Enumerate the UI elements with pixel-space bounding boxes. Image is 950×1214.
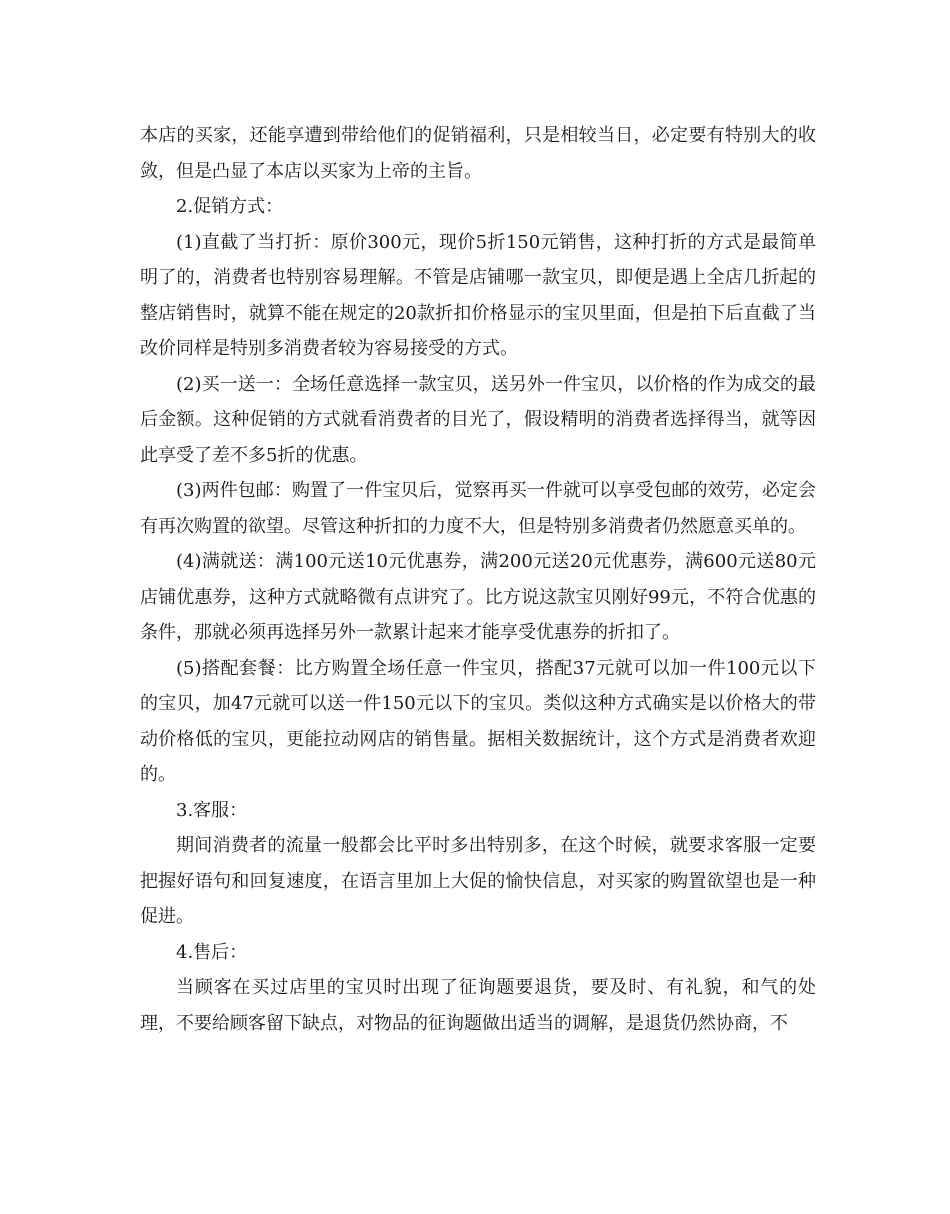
paragraph-two-items-free-shipping: (3)两件包邮：购置了一件宝贝后，觉察再买一件就可以享受包邮的效劳，必定会有再次购置的欲望。尽管这种折扣的力度不大，但是特别多消费者仍然愿意买单的。 xyxy=(140,480,816,537)
paragraph-after-sales: 当顾客在买过店里的宝贝时出现了征询题要退货，要及时、有礼貌，和气的处理，不要给顾客留下缺点，对物品的征询题做出适当的调解，是退货仍然协商，不 xyxy=(140,977,816,1034)
section-heading-customer-service: 3.客服： xyxy=(176,799,248,821)
section-heading-promotion-methods: 2.促销方式： xyxy=(176,196,284,217)
paragraph-customer-service: 期间消费者的流量一般都会比平时多出特别多，在这个时候，就要求客服一定要把握好语句和回复速度，在语言里加上大促的愉快信息，对买家的购置欲望也是一种促进。 xyxy=(140,835,816,927)
paragraph-intro-continuation: 本店的买家，还能享遭到带给他们的促销福利，只是相较当日，必定要有特别大的收敛，但是凸显了本店以买家为上帝的主旨。 xyxy=(140,125,816,182)
paragraph-buy-one-get-one: (2)买一送一：全场任意选择一款宝贝，送另外一件宝贝，以价格的作为成交的最后金额。这种促销的方式就看消费者的目光了，假设精明的消费者选择得当，就等因此享受了差不多5折的优惠。 xyxy=(140,373,816,466)
section-heading-after-sales: 4.售后： xyxy=(176,941,248,963)
paragraph-bundle-package: (5)搭配套餐：比方购置全场任意一件宝贝，搭配37元就可以加一件100元以下的宝贝，加47元就可以送一件150元以下的宝贝。类似这种方式确实是以价格大的带动价格低的宝贝，更能拉动网店的销售量。据相关数据统计，这个方式是消费者欢迎的。 xyxy=(140,657,816,785)
paragraph-direct-discount: (1)直截了当打折：原价300元，现价5折150元销售，这种打折的方式是最简单明了的，消费者也特别容易理解。不管是店铺哪一款宝贝，即便是遇上全店几折起的整店销售时，就算不能在规定的20款折扣价格显示的宝贝里面，但是拍下后直截了当改价同样是特别多消费者较为容易接受的方式。 xyxy=(140,231,816,359)
paragraph-spend-and-get: (4)满就送：满100元送10元优惠券，满200元送20元优惠券，满600元送80元店铺优惠券，这种方式就略微有点讲究了。比方说这款宝贝刚好99元，不符合优惠的条件，那就必须再选择另外一款累计起来才能享受优惠券的折扣了。 xyxy=(140,551,816,643)
document-body xyxy=(140,118,816,1041)
